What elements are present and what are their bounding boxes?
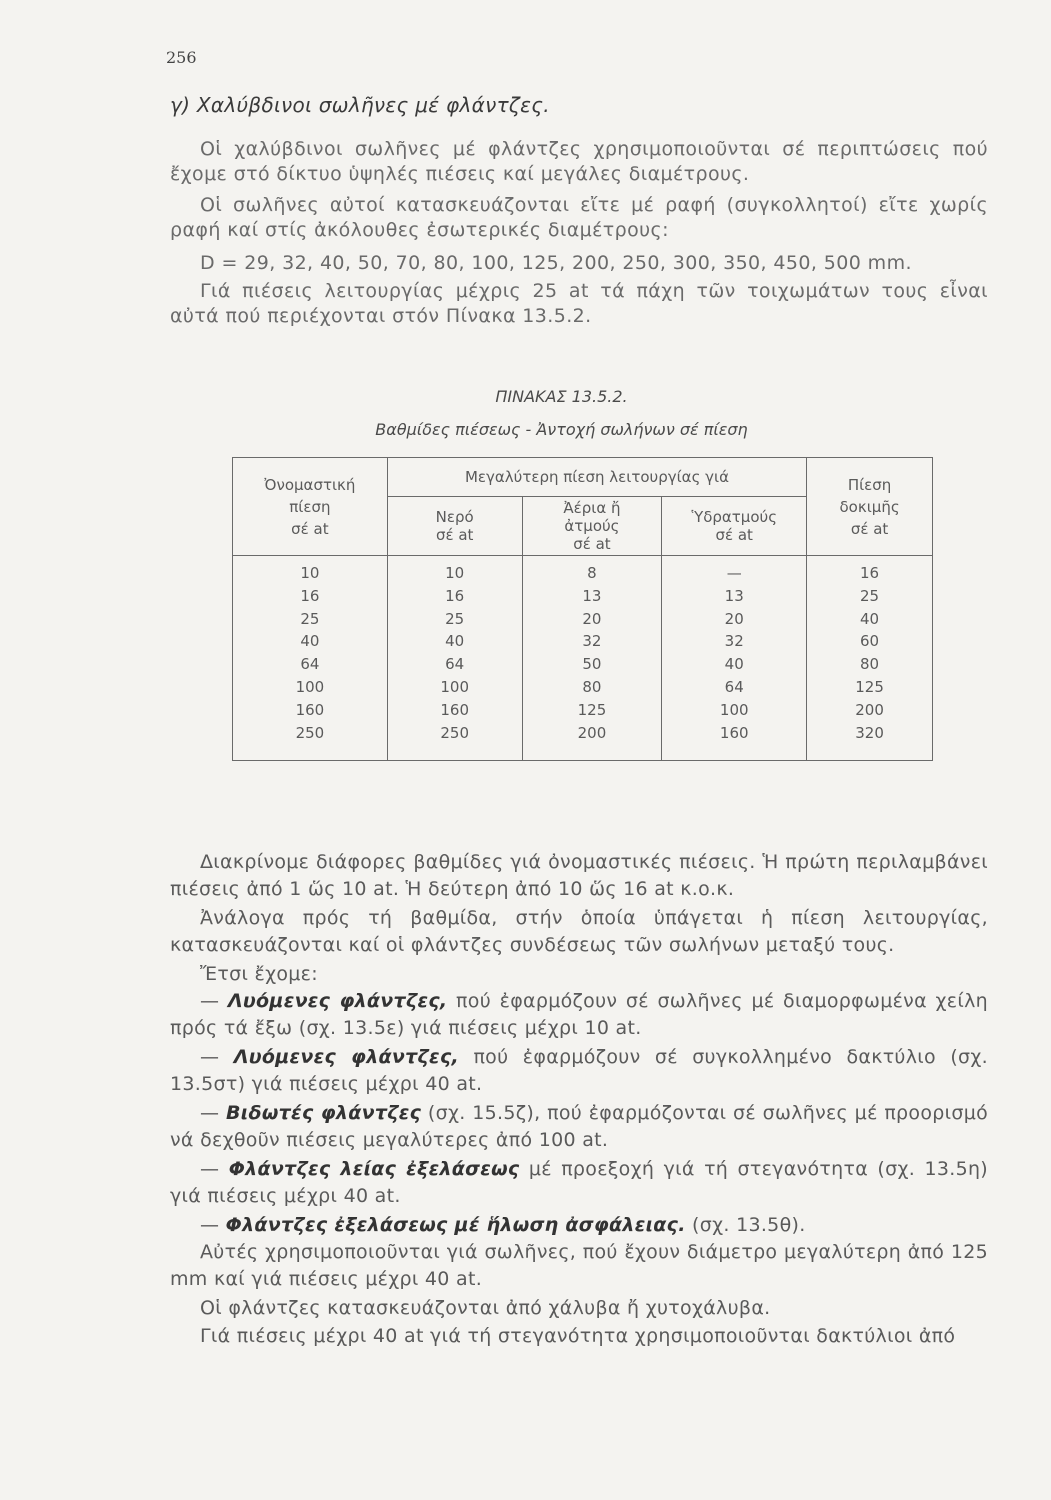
table-subtitle: Βαθμίδες πιέσεως - Ἀντοχή σωλήνων σέ πίεση bbox=[375, 420, 748, 439]
intro-paragraph-1: Οἱ χαλύβδινοι σωλῆνες μέ φλάντζες χρησιμοποιοῦνται σέ περιπτώσεις πού ἔχομε στό δίκτυο ὑψηλές πιέσεις καί μεγάλες διαμέτρους. bbox=[170, 138, 988, 185]
col-header-steam: Ὑδρατμούς σέ at bbox=[662, 497, 807, 556]
body-paragraph-2: Ἀνάλογα πρός τή βαθμίδα, στήν ὁποία ὑπάγεται ἡ πίεση λειτουργίας, κατασκευάζονται καί οἱ φλάντζες συνδέσεως τῶν σωλήνων μεταξύ τους. bbox=[170, 907, 988, 956]
bullet-term: Φλάντζες λείας ἐξελάσεως bbox=[228, 1158, 520, 1180]
bullet-term: Λυόμενες φλάντζες, bbox=[227, 990, 448, 1012]
col-values-water: 10 16 25 40 64 100 160 250 bbox=[387, 556, 522, 761]
bullet-item: — Λυόμενες φλάντζες, πού ἐφαρμόζουν σέ σωλῆνες μέ διαμορφωμένα χείλη πρός τά ἔξω (σχ. 13.5ε) γιά πιέσεις μέχρι 10 at. bbox=[170, 990, 988, 1039]
intro-paragraph-2: Οἱ σωλῆνες αὐτοί κατασκευάζονται εἴτε μέ ραφή (συγκολλητοί) εἴτε χωρίς ραφή καί στίς ἀκόλουθες ἐσωτερικές διαμέτρους: bbox=[170, 194, 988, 241]
col-header-nominal: Ὀνομαστική πίεση σέ at bbox=[233, 458, 388, 556]
bullet-term: Φλάντζες ἐξελάσεως μέ ἥλωση ἀσφάλειας. bbox=[225, 1214, 686, 1236]
group-header-operating: Μεγαλύτερη πίεση λειτουργίας γιά bbox=[387, 458, 806, 497]
body-paragraph-3: Ἔτσι ἔχομε: bbox=[200, 963, 318, 985]
bullet-term: Λυόμενες φλάντζες, bbox=[233, 1046, 460, 1068]
col-header-gas: Ἀέρια ἤ ἀτμούς σέ at bbox=[522, 497, 662, 556]
body-paragraph-4: Αὐτές χρησιμοποιοῦνται γιά σωλῆνες, πού ἔχουν διάμετρο μεγαλύτερη ἀπό 125 mm καί γιά πιέσεις μέχρι 40 at. bbox=[170, 1241, 988, 1290]
bullet-text: μέ προεξοχή γιά τή στεγανότητα (σχ. 13.5η) γιά πιέσεις μέχρι 40 at. bbox=[170, 1158, 989, 1207]
pressure-table bbox=[232, 457, 933, 761]
col-header-test: Πίεση δοκιμῆς σέ at bbox=[807, 458, 933, 556]
body-paragraph-5: Οἱ φλάντζες κατασκευάζονται ἀπό χάλυβα ἤ χυτοχάλυβα. bbox=[200, 1297, 771, 1319]
bullet-term: Βιδωτές φλάντζες bbox=[225, 1102, 422, 1124]
bullet-item: — Λυόμενες φλάντζες, πού ἐφαρμόζουν σέ συγκολλημένο δακτύλιο (σχ. 13.5στ) γιά πιέσεις μέχρι 40 at. bbox=[170, 1046, 989, 1095]
bullet-item: — Φλάντζες λείας ἐξελάσεως μέ προεξοχή γιά τή στεγανότητα (σχ. 13.5η) γιά πιέσεις μέχρι 40 at. bbox=[170, 1158, 989, 1207]
page-number: 256 bbox=[166, 48, 197, 67]
bullet-text: πού ἐφαρμόζουν σέ συγκολλημένο δακτύλιο (σχ. 13.5στ) γιά πιέσεις μέχρι 40 at. bbox=[170, 1046, 989, 1095]
col-values-gas: 8 13 20 32 50 80 125 200 bbox=[522, 556, 662, 761]
bullet-item: — Φλάντζες ἐξελάσεως μέ ἥλωση ἀσφάλειας. (σχ. 13.5θ). bbox=[200, 1214, 806, 1236]
table-title: ΠΙΝΑΚΑΣ 13.5.2. bbox=[495, 387, 628, 406]
section-heading: γ) Χαλύβδινοι σωλῆνες μέ φλάντζες. bbox=[170, 93, 550, 117]
intro-diameters: D = 29, 32, 40, 50, 70, 80, 100, 125, 200, 250, 300, 350, 450, 500 mm. bbox=[200, 252, 912, 274]
intro-paragraph-4: Γιά πιέσεις λειτουργίας μέχρις 25 at τά πάχη τῶν τοιχωμάτων τους εἶναι αὐτά πού περιέχονται στόν Πίνακα 13.5.2. bbox=[170, 280, 988, 327]
body-paragraph-6: Γιά πιέσεις μέχρι 40 at γιά τή στεγανότητα χρησιμοποιοῦνται δακτύλιοι ἀπό bbox=[200, 1325, 956, 1347]
bullet-text: πού ἐφαρμόζουν σέ σωλῆνες μέ διαμορφωμένα χείλη πρός τά ἔξω (σχ. 13.5ε) γιά πιέσεις μέχρι 10 at. bbox=[170, 990, 988, 1039]
table-row bbox=[233, 556, 933, 761]
col-header-water: Νερό σέ at bbox=[387, 497, 522, 556]
bullet-item: — Βιδωτές φλάντζες (σχ. 15.5ζ), πού ἐφαρμόζονται σέ σωλῆνες μέ προορισμό νά δεχθοῦν πιέσεις μεγαλύτερες ἀπό 100 at. bbox=[170, 1102, 989, 1151]
bullet-text: (σχ. 13.5θ). bbox=[685, 1214, 806, 1236]
body-paragraph-1: Διακρίνομε διάφορες βαθμίδες γιά ὀνομαστικές πιέσεις. Ἡ πρώτη περιλαμβάνει πιέσεις ἀπό 1 ὥς 10 at. Ἡ δεύτερη ἀπό 10 ὥς 16 at κ.ο.κ. bbox=[170, 851, 988, 900]
bullet-text: (σχ. 15.5ζ), πού ἐφαρμόζονται σέ σωλῆνες μέ προορισμό νά δεχθοῦν πιέσεις μεγαλύτερες ἀπό 100 at. bbox=[170, 1102, 989, 1151]
col-values-test: 16 25 40 60 80 125 200 320 bbox=[807, 556, 933, 761]
col-values-steam: — 13 20 32 40 64 100 160 bbox=[662, 556, 807, 761]
col-values-nominal: 10 16 25 40 64 100 160 250 bbox=[233, 556, 388, 761]
